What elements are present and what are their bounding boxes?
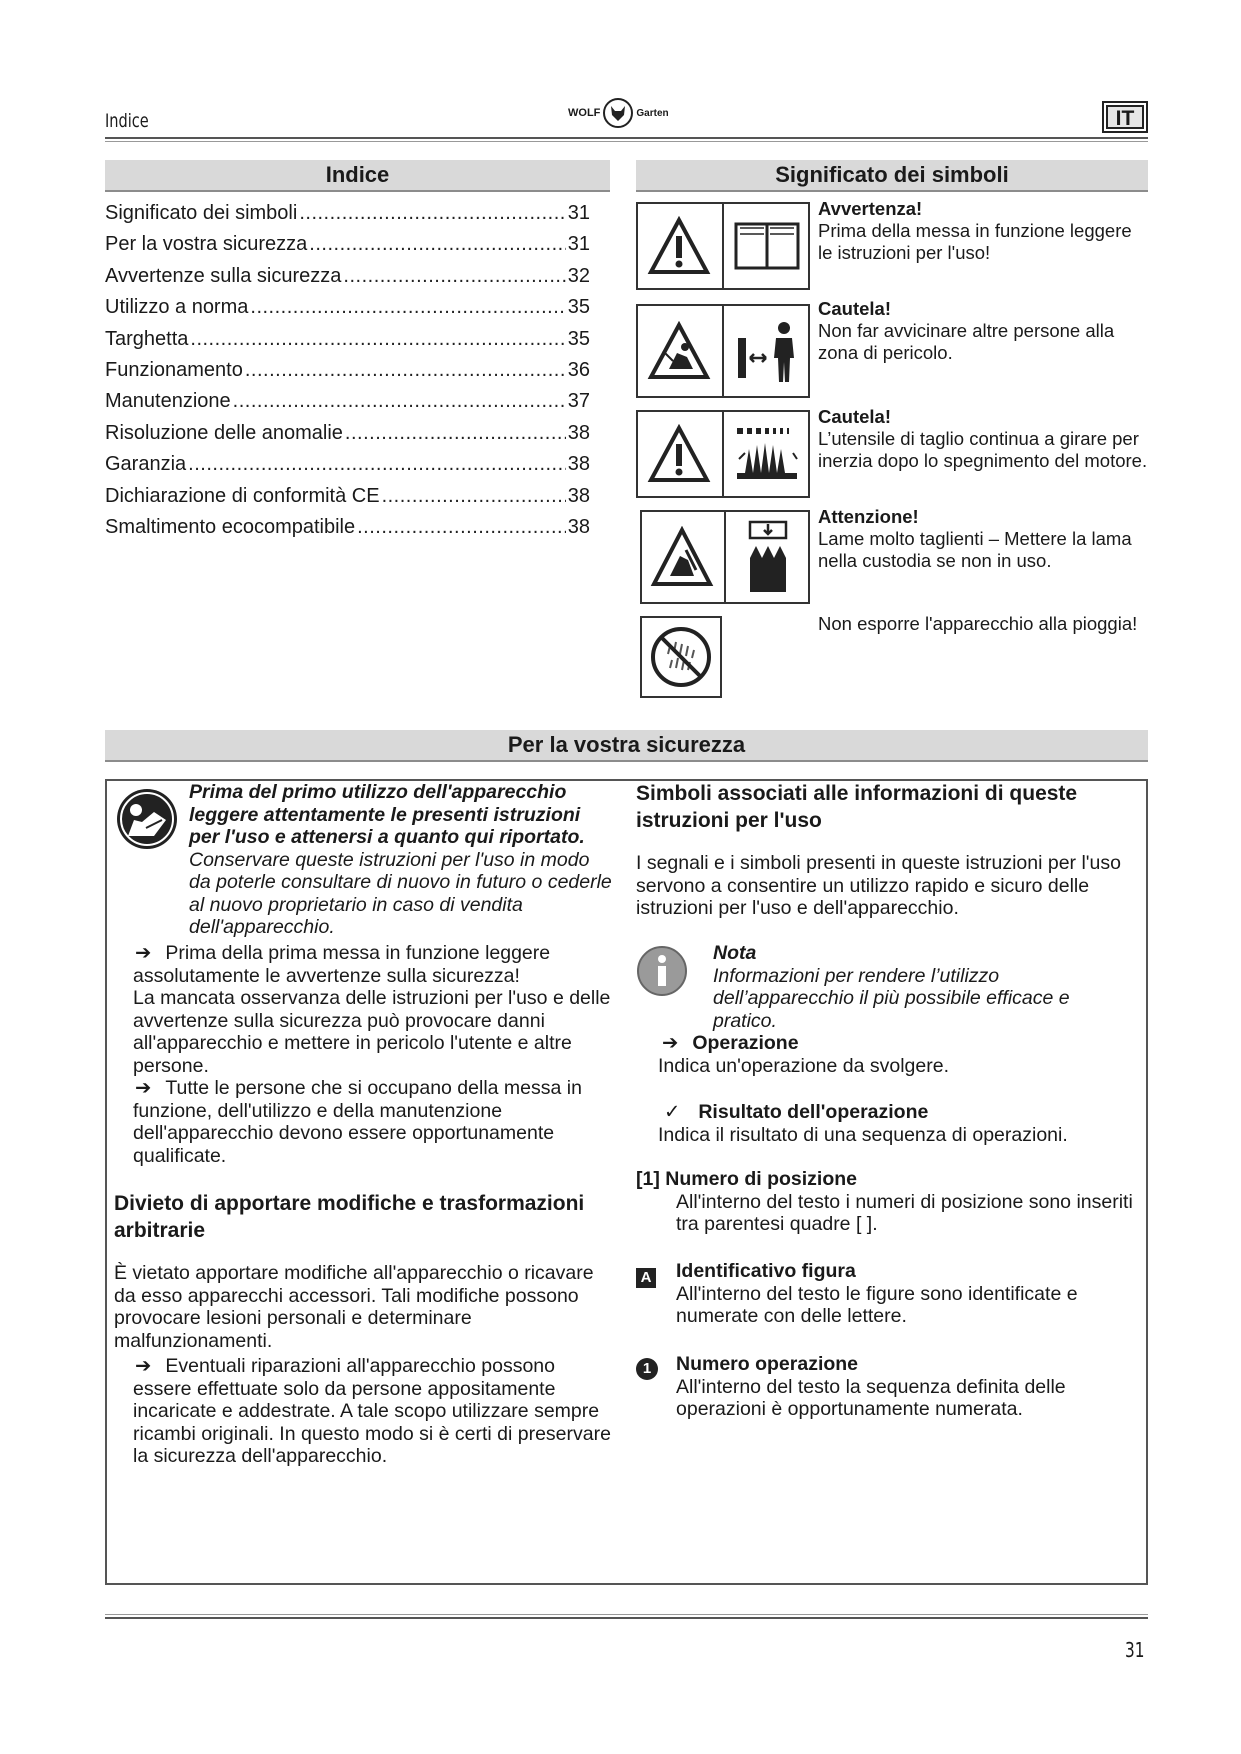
toc-entry[interactable] xyxy=(105,233,590,264)
position-text: All'interno del testo i numeri di posizione sono inseriti tra parentesi quadre [ ]. xyxy=(676,1190,1133,1235)
toc-entry-page: 35 xyxy=(567,296,590,319)
step-number-title: Numero operazione xyxy=(676,1353,859,1375)
toc-leader xyxy=(188,453,566,476)
step-number-block xyxy=(676,1353,1136,1421)
symbol-divider xyxy=(724,512,726,602)
toc-entry[interactable] xyxy=(105,453,590,484)
safety-instructions xyxy=(133,942,613,1167)
operation-title: Operazione xyxy=(692,1032,799,1054)
toc-entry[interactable] xyxy=(105,265,590,296)
symbol-5-description xyxy=(818,613,1148,635)
toc-entry-label: Targhetta xyxy=(105,327,189,350)
symbol-divider xyxy=(722,204,724,288)
arrow-right-icon: ➔ xyxy=(135,942,152,964)
toc-entry-label: Garanzia xyxy=(105,453,187,476)
toc-entry-page: 31 xyxy=(567,233,590,256)
position-title: [1] Numero di posizione xyxy=(636,1168,858,1190)
toc-leader xyxy=(233,390,566,413)
note-block xyxy=(713,942,1138,1032)
bullet-repairs xyxy=(133,1355,613,1468)
toc-entry-label: Per la vostra sicurezza xyxy=(105,233,308,256)
note-title: Nota xyxy=(713,942,757,964)
toc-entry[interactable] xyxy=(105,390,590,421)
bullet-read-warnings xyxy=(133,942,613,987)
no-rain-icon xyxy=(642,618,720,696)
operation-text: Indica un'operazione da svolgere. xyxy=(658,1054,950,1077)
result-title: Risultato dell'operazione xyxy=(698,1101,929,1123)
toc-entry-label: Avvertenze sulla sicurezza xyxy=(105,264,342,287)
toc-entry[interactable] xyxy=(105,296,590,327)
figure-block xyxy=(676,1260,1136,1328)
step-number-text: All'interno del testo la sequenza definita delle operazioni è opportunamente numerata. xyxy=(676,1375,1066,1420)
result-text: Indica il risultato di una sequenza di operazioni. xyxy=(658,1123,1068,1146)
table-of-contents xyxy=(105,202,590,547)
toc-entry[interactable] xyxy=(105,202,590,233)
read-manual-icon xyxy=(114,786,180,852)
toc-leader xyxy=(345,422,566,445)
symbols-info-heading: Simboli associati alle informazioni di queste istruzioni per l'uso xyxy=(636,782,1078,832)
brand-logo xyxy=(568,96,669,130)
toc-entry-page: 32 xyxy=(567,264,590,287)
header-rule xyxy=(105,137,1148,142)
symbol-2-description xyxy=(818,298,1148,364)
warning-paragraph: La mancata osservanza delle istruzioni per l'uso e delle avvertenze sulla sicurezza può provocare danni all'apparecchio e mettere in pericolo l'utente e altre persone. xyxy=(133,987,611,1077)
symbol-3-text: L’utensile di taglio continua a girare per inerzia dopo lo spegnimento del motore. xyxy=(818,428,1148,471)
modification-heading: Divieto di apportare modifiche e trasformazioni arbitrarie xyxy=(114,1192,585,1242)
symbols-info-text: I segnali e i simboli presenti in queste istruzioni per l'uso servono a consentire un utilizzo rapido e sicuro delle istruzioni per l'uso e dell'apparecchio. xyxy=(636,852,1121,919)
toc-entry-label: Manutenzione xyxy=(105,390,231,413)
symbol-bystanders-box xyxy=(636,304,810,398)
footer-rule xyxy=(105,1614,1148,1619)
logo-garten-text: Garten xyxy=(636,107,669,119)
symbols-title: Significato dei simboli xyxy=(636,160,1148,192)
logo-wolf-text: WOLF xyxy=(568,107,601,119)
toc-leader xyxy=(250,296,565,319)
safety-title: Per la vostra sicurezza xyxy=(105,730,1148,762)
toc-leader xyxy=(309,233,565,256)
symbol-4-description xyxy=(818,506,1148,572)
arrow-right-icon: ➔ xyxy=(135,1355,152,1377)
info-icon xyxy=(636,945,688,997)
wolf-logo-icon xyxy=(603,98,633,128)
toc-leader xyxy=(357,516,566,539)
symbol-5-text: Non esporre l'apparecchio alla pioggia! xyxy=(818,613,1138,634)
symbol-4-text: Lame molto taglienti – Mettere la lama nella custodia se non in uso. xyxy=(818,528,1132,571)
book-manual-icon xyxy=(728,207,806,285)
toc-leader xyxy=(343,265,565,288)
cutting-tool-rotating-icon xyxy=(728,415,806,493)
figure-marker-icon: A xyxy=(636,1268,656,1288)
language-badge: IT xyxy=(1102,101,1148,133)
position-block xyxy=(636,1168,1136,1236)
toc-entry-page: 36 xyxy=(567,358,590,381)
symbol-read-manual-box xyxy=(636,202,810,290)
toc-leader xyxy=(299,202,565,225)
safety-intro-rest: Conservare queste istruzioni per l'uso in modo da poterle consultare di nuovo in futuro o cederle al nuovo proprietario in caso di vendita dell'apparecchio. xyxy=(189,848,612,938)
symbol-3-heading: Cautela! xyxy=(818,406,891,427)
arrow-right-icon: ➔ xyxy=(662,1032,679,1054)
bullet-read-warnings-text: Prima della prima messa in funzione leggere assolutamente le avvertenze sulla sicurezza! xyxy=(133,942,551,987)
symbol-no-rain-box xyxy=(640,616,722,698)
step-number-icon: 1 xyxy=(636,1358,658,1380)
figure-title: Identificativo figura xyxy=(676,1260,856,1282)
warning-triangle-icon xyxy=(640,207,718,285)
symbol-1-heading: Avvertenza! xyxy=(818,198,923,219)
toc-entry-page: 37 xyxy=(567,390,590,413)
toc-entry-label: Funzionamento xyxy=(105,358,243,381)
toc-entry[interactable] xyxy=(105,516,590,547)
bullet-qualified-persons xyxy=(133,1077,613,1167)
toc-leader xyxy=(382,485,566,508)
safety-intro-bold: Prima del primo utilizzo dell'apparecchio leggere attentamente le presenti istruzioni per l'uso e attenersi a quanto qui riportato. xyxy=(189,781,585,848)
toc-entry-page: 38 xyxy=(567,515,590,538)
bystander-hazard-icon xyxy=(640,312,718,390)
modification-text: È vietato apportare modifiche all'apparecchio o ricavare da esso apparecchi accessori. Tali modifiche possono provocare lesioni personali e determinare malfunzionamenti. xyxy=(114,1262,594,1352)
toc-entry-label: Risoluzione delle anomalie xyxy=(105,421,343,444)
toc-entry-page: 38 xyxy=(567,484,590,507)
toc-leader xyxy=(245,359,566,382)
symbol-blade-inertia-box xyxy=(636,410,810,498)
arrow-right-icon: ➔ xyxy=(135,1077,152,1099)
blade-cover-icon xyxy=(729,518,807,596)
page-number: 31 xyxy=(1125,1638,1145,1662)
toc-entry-page: 35 xyxy=(567,327,590,350)
toc-entry-label: Dichiarazione di conformità CE xyxy=(105,484,380,507)
index-title: Indice xyxy=(105,160,610,192)
keep-distance-person-icon xyxy=(728,312,806,390)
result-block xyxy=(658,1101,1138,1146)
symbol-2-text: Non far avvicinare altre persone alla zona di pericolo. xyxy=(818,320,1115,363)
toc-leader xyxy=(190,328,565,351)
symbol-2-heading: Cautela! xyxy=(818,298,891,319)
toc-entry[interactable] xyxy=(105,328,590,359)
safety-intro xyxy=(189,781,614,939)
toc-entry[interactable] xyxy=(105,485,590,516)
symbol-divider xyxy=(722,412,724,496)
toc-entry[interactable] xyxy=(105,422,590,453)
note-text: Informazioni per rendere l’utilizzo dell’apparecchio il più possibile efficace e pratico. xyxy=(713,964,1070,1032)
symbol-1-text: Prima della messa in funzione leggere le istruzioni per l'uso! xyxy=(818,220,1132,263)
figure-text: All'interno del testo le figure sono identificate e numerate con delle lettere. xyxy=(676,1282,1078,1327)
toc-entry-label: Smaltimento ecocompatibile xyxy=(105,515,356,538)
toc-entry-page: 38 xyxy=(567,453,590,476)
toc-entry[interactable] xyxy=(105,359,590,390)
header-section-label: Indice xyxy=(105,110,149,132)
checkmark-icon: ✓ xyxy=(664,1101,681,1123)
bullet-repairs-text: Eventuali riparazioni all'apparecchio possono essere effettuate solo da persone appositamente incaricate e addestrate. A tale scopo utilizzare sempre ricambi originali. In questo modo si è certi di preservare la sicurezza dell'apparecchio. xyxy=(133,1355,611,1467)
toc-entry-page: 38 xyxy=(567,421,590,444)
toc-entry-label: Utilizzo a norma xyxy=(105,296,249,319)
bullet-qualified-persons-text: Tutte le persone che si occupano della messa in funzione, dell'utilizzo e della manutenzione dell'apparecchio devono essere opportunamente qualificate. xyxy=(133,1077,582,1167)
operation-block xyxy=(658,1032,1138,1077)
warning-triangle-icon xyxy=(640,415,718,493)
symbol-3-description xyxy=(818,406,1148,472)
symbol-sharp-blades-box xyxy=(640,510,810,604)
symbol-1-description xyxy=(818,198,1148,264)
toc-entry-label: Significato dei simboli xyxy=(105,202,298,224)
symbol-divider xyxy=(722,306,724,396)
sharp-blade-hand-icon xyxy=(643,518,721,596)
toc-entry-page: 31 xyxy=(567,202,590,224)
symbol-4-heading: Attenzione! xyxy=(818,506,919,527)
